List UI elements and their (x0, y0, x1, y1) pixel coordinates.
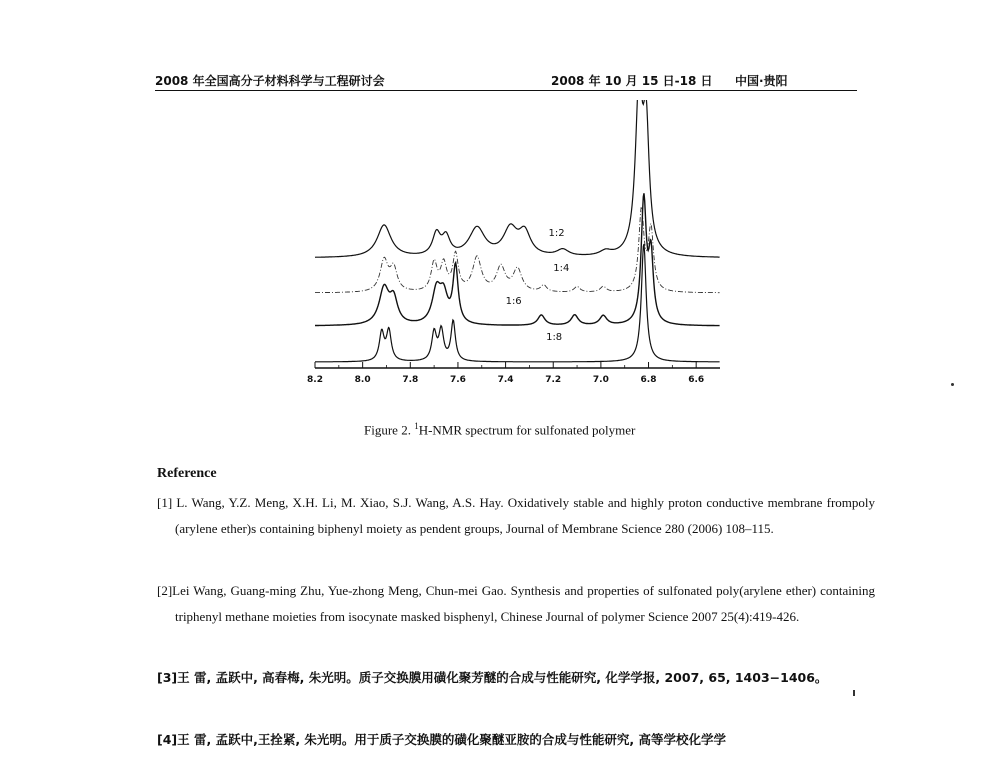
x-tick-label: 7.2 (545, 375, 562, 385)
reference-item-2: [2]Lei Wang, Guang-ming Zhu, Yue-zhong Meng, Chun-mei Gao. Synthesis and properties of sulfonated poly(arylene ether) containing triphenyl methane moieties from isocynate masked bisphenyl, Chinese Journal of polymer Science 2007 25(4):419-426. (157, 583, 875, 624)
nmr-figure (300, 100, 740, 400)
spectrum-line-1-2 (315, 100, 720, 257)
references-heading: Reference (157, 466, 217, 481)
spectrum-line-1-4 (315, 207, 720, 293)
x-tick-label: 7.0 (592, 375, 609, 385)
series-label-1-8: 1:8 (546, 332, 563, 343)
nmr-spectrum-chart (300, 100, 740, 400)
header-conference-title: 2008 年全国高分子材料科学与工程研讨会 (155, 74, 385, 88)
x-tick-label: 7.8 (402, 375, 419, 385)
scan-mark (853, 690, 855, 696)
reference-item-4: [4]王 雷, 孟跃中,王拴紧, 朱光明。用于质子交换膜的磺化聚醚亚胺的合成与性能研究, 高等学校化学学 (157, 732, 727, 747)
scan-speck (951, 383, 954, 386)
reference-item-1: [1] L. Wang, Y.Z. Meng, X.H. Li, M. Xiao, S.J. Wang, A.S. Hay. Oxidatively stable and highly proton conductive membrane frompoly (arylene ether)s containing biphenyl moiety as pendent groups, Journal of Membrane Science 280 (2006) 108–115. (157, 495, 875, 536)
reference-item-3: [3]王 雷, 孟跃中, 高春梅, 朱光明。质子交换膜用磺化聚芳醚的合成与性能研究, 化学学报, 2007, 65, 1403−1406。 (157, 670, 828, 685)
x-tick-label: 7.6 (449, 375, 466, 385)
series-label-1-6: 1:6 (505, 296, 522, 307)
header-date: 2008 年 10 月 15 日-18 日 (551, 74, 713, 88)
header-rule (155, 90, 857, 91)
caption-superscript: 1 (414, 421, 419, 431)
caption-text: H-NMR spectrum for sulfonated polymer (418, 422, 636, 438)
page-header (155, 70, 857, 90)
caption-prefix: Figure 2. (364, 422, 415, 438)
x-tick-label: 8.0 (354, 375, 371, 385)
series-label-1-2: 1:2 (548, 228, 565, 239)
x-tick-label: 7.4 (497, 375, 514, 385)
x-tick-label: 8.2 (307, 375, 323, 385)
series-label-1-4: 1:4 (553, 263, 570, 274)
x-tick-label: 6.6 (688, 375, 705, 385)
x-tick-label: 6.8 (640, 375, 657, 385)
figure-caption (364, 421, 635, 438)
header-location: 中国·贵阳 (735, 74, 788, 88)
